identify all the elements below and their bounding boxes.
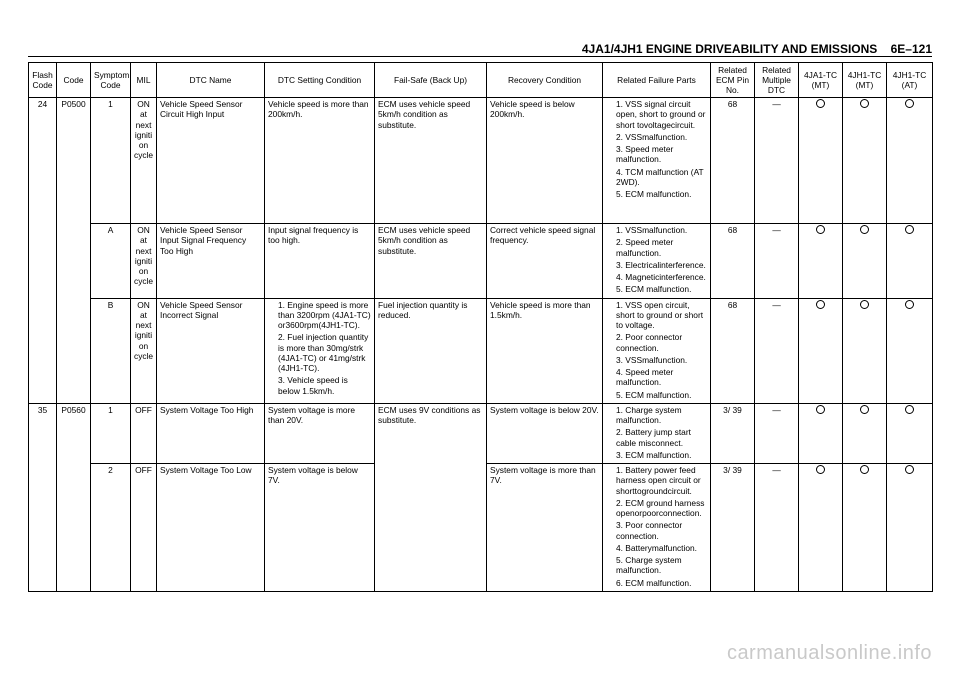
multiple-dtc: — [755, 298, 799, 403]
list-item: 2. Fuel injection quantity is more than 30mg/strk (4JA1-TC) or 41mg/strk (4JH1-TC). [278, 332, 369, 373]
col-header: DTC Setting Condition [265, 63, 375, 98]
list-item: 1. VSS open circuit, short to ground or short to voltage. [616, 299, 704, 330]
ecm-pin: 68 [711, 224, 755, 299]
mil-line: igniti [134, 255, 153, 266]
dtc-name: Vehicle Speed Sensor Circuit High Input [157, 98, 265, 224]
recovery-condition: System voltage is below 20V. [487, 403, 603, 463]
symptom-code: 2 [91, 464, 131, 592]
list-item: 1. VSS signal circuit open, short to ground or short tovoltagecircuit. [616, 99, 706, 130]
col-header: Related Failure Parts [603, 63, 711, 98]
symptom-code: B [91, 298, 131, 403]
list-item: 4. TCM malfunction (AT 2WD). [616, 166, 704, 187]
circle-icon [816, 99, 825, 108]
list-item: 6. ECM malfunction. [616, 577, 692, 588]
table-row [29, 98, 933, 224]
failure-parts-list [606, 300, 707, 400]
dtc-name: System Voltage Too High [157, 403, 265, 463]
col-header: Related ECM Pin No. [711, 63, 755, 98]
circle-icon [816, 300, 825, 309]
fail-safe: ECM uses 9V conditions as substitute. [375, 403, 487, 591]
mil-line: ON [137, 299, 150, 310]
applicability-4ja1-mt [799, 403, 843, 463]
page-number: 6E–121 [890, 42, 932, 56]
col-header: DTC Name [157, 63, 265, 98]
applicability-4ja1-mt [799, 224, 843, 299]
page-title: 4JA1/4JH1 ENGINE DRIVEABILITY AND EMISSIONS [581, 42, 878, 56]
list-item: 2. Poor connector connection. [616, 332, 683, 353]
circle-icon [905, 300, 914, 309]
page-header [572, 42, 932, 56]
mil-line: next [135, 119, 152, 130]
list-item: 1. Charge system malfunction. [616, 404, 682, 425]
setting-condition: System voltage is below 7V. [265, 464, 375, 592]
recovery-condition: Vehicle speed is more than 1.5km/h. [487, 298, 603, 403]
col-header: Code [57, 63, 91, 98]
applicability-4jh1-at [887, 98, 933, 224]
mil-line: igniti [134, 129, 153, 140]
failure-parts [603, 464, 711, 592]
mil-line: cycle [134, 276, 154, 287]
fail-safe: Fuel injection quantity is reduced. [375, 298, 487, 403]
applicability-4jh1-at [887, 298, 933, 403]
mil-status: OFF [131, 464, 157, 592]
recovery-condition: Vehicle speed is below 200km/h. [487, 98, 603, 224]
ecm-pin: 68 [711, 98, 755, 224]
applicability-4jh1-mt [843, 224, 887, 299]
applicability-4ja1-mt [799, 98, 843, 224]
multiple-dtc: — [755, 403, 799, 463]
symptom-code: 1 [91, 98, 131, 224]
failure-parts [603, 403, 711, 463]
applicability-4ja1-mt [799, 298, 843, 403]
circle-icon [860, 465, 869, 474]
mil-line: at [140, 235, 147, 246]
circle-icon [860, 99, 869, 108]
setting-condition-list [268, 300, 371, 396]
list-item: 5. ECM malfunction. [616, 284, 692, 295]
applicability-4jh1-at [887, 224, 933, 299]
failure-parts-list [606, 405, 707, 460]
circle-icon [905, 405, 914, 414]
failure-parts-list [606, 99, 707, 199]
mil-line: on [138, 266, 149, 276]
recovery-condition: System voltage is more than 7V. [487, 464, 603, 592]
applicability-4jh1-at [887, 464, 933, 592]
dtc-name: Vehicle Speed Sensor Input Signal Frequency Too High [157, 224, 265, 299]
dtc-name: Vehicle Speed Sensor Incorrect Signal [157, 298, 265, 403]
list-item: 1. Battery power feed harness open circuit or shorttogroundcircuit. [616, 465, 701, 496]
mil-line: next [135, 320, 152, 330]
dtc-name: System Voltage Too Low [157, 464, 265, 592]
list-item: 4. Speed meter malfunction. [616, 367, 674, 388]
circle-icon [816, 405, 825, 414]
multiple-dtc: — [755, 224, 799, 299]
mil-line: at [140, 109, 147, 120]
mil-line: on [138, 140, 149, 150]
col-header: MIL [131, 63, 157, 98]
mil-status [131, 298, 157, 403]
dtc-table [28, 62, 933, 592]
list-item: 3. Electricalinterference. [616, 259, 706, 270]
mil-line: at [140, 309, 147, 320]
table-row [29, 298, 933, 403]
multiple-dtc: — [755, 98, 799, 224]
fail-safe: ECM uses vehicle speed 5km/h condition as substitute. [375, 224, 487, 299]
applicability-4jh1-mt [843, 298, 887, 403]
mil-line: on [138, 340, 149, 351]
list-item: 5. ECM malfunction. [616, 189, 692, 199]
list-item: 3. Poor connector connection. [616, 520, 683, 541]
mil-status: OFF [131, 403, 157, 463]
setting-condition [265, 298, 375, 403]
list-item: 4. Magneticinterference. [616, 272, 706, 282]
list-item: 1. Engine speed is more than 3200rpm (4JA1-TC) or3600rpm(4JH1-TC). [278, 299, 371, 330]
ecm-pin: 3/ 39 [711, 464, 755, 592]
setting-condition: Input signal frequency is too high. [265, 224, 375, 299]
col-header: 4JH1-TC (AT) [887, 63, 933, 98]
circle-icon [860, 300, 869, 309]
failure-parts-list [606, 465, 707, 588]
mil-line: ON [137, 99, 150, 109]
circle-icon [905, 465, 914, 474]
list-item: 5. ECM malfunction. [616, 389, 692, 400]
mil-line: cycle [134, 150, 154, 161]
failure-parts [603, 298, 711, 403]
circle-icon [816, 465, 825, 474]
col-header: Flash Code [29, 63, 57, 98]
list-item: 3. VSSmalfunction. [616, 354, 688, 365]
flash-code: 35 [29, 403, 57, 591]
recovery-condition: Correct vehicle speed signal frequency. [487, 224, 603, 299]
mil-line: ON [137, 225, 150, 235]
table-header-row [29, 63, 933, 98]
list-item: 3. Speed meter malfunction. [616, 144, 674, 165]
fail-safe: ECM uses vehicle speed 5km/h condition as substitute. [375, 98, 487, 224]
ecm-pin: 68 [711, 298, 755, 403]
applicability-4jh1-at [887, 403, 933, 463]
symptom-code: A [91, 224, 131, 299]
circle-icon [905, 225, 914, 234]
mil-line: next [135, 245, 152, 256]
col-header: 4JH1-TC (MT) [843, 63, 887, 98]
mil-status [131, 98, 157, 224]
col-header: Fail-Safe (Back Up) [375, 63, 487, 98]
failure-parts-list [606, 225, 707, 295]
header-rule [28, 56, 932, 57]
col-header: 4JA1-TC (MT) [799, 63, 843, 98]
circle-icon [860, 405, 869, 414]
failure-parts [603, 98, 711, 224]
setting-condition: System voltage is more than 20V. [265, 403, 375, 463]
dtc-code: P0560 [57, 403, 91, 591]
dtc-code: P0500 [57, 98, 91, 404]
list-item: 4. Batterymalfunction. [616, 542, 697, 553]
applicability-4jh1-mt [843, 98, 887, 224]
list-item: 2. ECM ground harness openorpoorconnection. [616, 497, 705, 518]
table-row [29, 403, 933, 463]
mil-line: cycle [134, 350, 154, 361]
list-item: 3. ECM malfunction. [616, 449, 692, 460]
list-item: 5. Charge system malfunction. [616, 555, 682, 576]
list-item: 1. VSSmalfunction. [616, 225, 688, 235]
failure-parts [603, 224, 711, 299]
col-header: Recovery Condition [487, 63, 603, 98]
col-header: Symptom Code [91, 63, 131, 98]
list-item: 2. Battery jump start cable misconnect. [616, 427, 691, 448]
setting-condition: Vehicle speed is more than 200km/h. [265, 98, 375, 224]
flash-code: 24 [29, 98, 57, 404]
applicability-4jh1-mt [843, 403, 887, 463]
circle-icon [816, 225, 825, 234]
symptom-code: 1 [91, 403, 131, 463]
mil-line: igniti [134, 330, 153, 341]
list-item: 2. Speed meter malfunction. [616, 237, 674, 258]
applicability-4ja1-mt [799, 464, 843, 592]
circle-icon [860, 225, 869, 234]
watermark: carmanualsonline.info [726, 642, 932, 664]
multiple-dtc: — [755, 464, 799, 592]
col-header: Related Multiple DTC [755, 63, 799, 98]
list-item: 2. VSSmalfunction. [616, 131, 688, 142]
list-item: 3. Vehicle speed is below 1.5km/h. [278, 375, 348, 396]
table-row [29, 224, 933, 299]
circle-icon [905, 99, 914, 108]
applicability-4jh1-mt [843, 464, 887, 592]
ecm-pin: 3/ 39 [711, 403, 755, 463]
mil-status [131, 224, 157, 299]
